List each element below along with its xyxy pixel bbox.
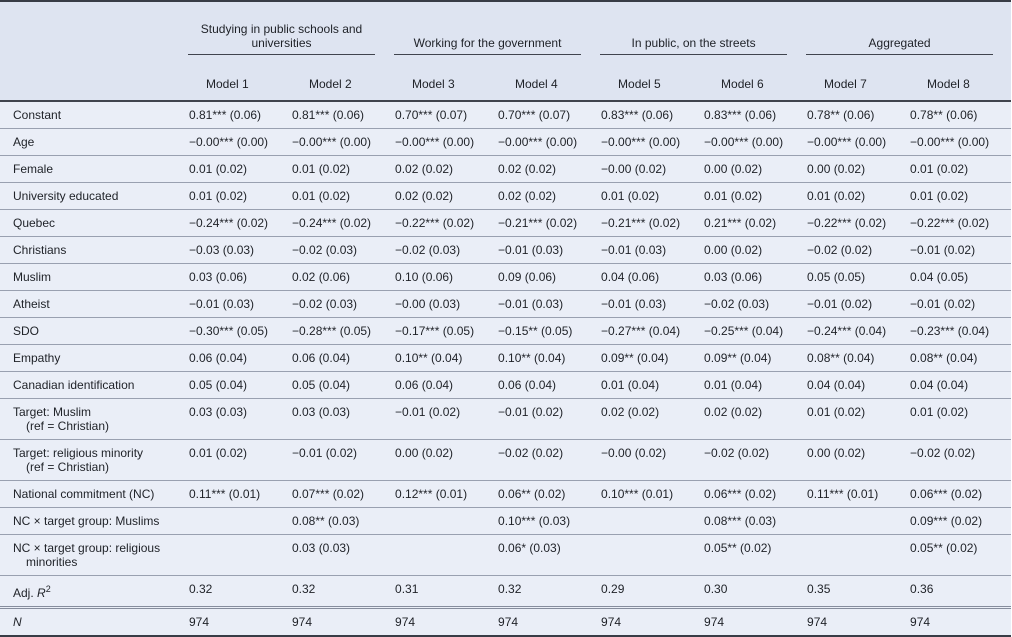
cell-value: 0.01 (0.02) bbox=[290, 156, 393, 183]
cell-value: 0.05 (0.04) bbox=[187, 372, 290, 399]
row-label bbox=[0, 237, 187, 264]
table-row bbox=[0, 535, 1011, 576]
cell-value: −0.27*** (0.04) bbox=[599, 318, 702, 345]
row-label bbox=[0, 318, 187, 345]
table-row bbox=[0, 440, 1011, 481]
row-label bbox=[0, 372, 187, 399]
cell-value: 0.02 (0.06) bbox=[290, 264, 393, 291]
cell-value: 0.09** (0.04) bbox=[702, 345, 805, 372]
table-row bbox=[0, 237, 1011, 264]
cell-value: 0.78** (0.06) bbox=[908, 101, 1011, 129]
cell-value: −0.01 (0.02) bbox=[805, 291, 908, 318]
cell-value: −0.28*** (0.05) bbox=[290, 318, 393, 345]
row-label bbox=[0, 101, 187, 129]
cell-value: 0.10** (0.04) bbox=[393, 345, 496, 372]
cell-value: 0.06 (0.04) bbox=[290, 345, 393, 372]
cell-value: −0.02 (0.03) bbox=[393, 237, 496, 264]
cell-value: 0.12*** (0.01) bbox=[393, 481, 496, 508]
table-header bbox=[0, 1, 1011, 101]
table-row bbox=[0, 101, 1011, 129]
model-header: Model 3 bbox=[393, 55, 496, 101]
cell-value: −0.00 (0.02) bbox=[599, 440, 702, 481]
cell-value: 0.30 bbox=[702, 576, 805, 608]
table-row bbox=[0, 399, 1011, 440]
row-label-text: Age bbox=[13, 135, 35, 149]
cell-value: 0.83*** (0.06) bbox=[599, 101, 702, 129]
cell-value: 0.36 bbox=[908, 576, 1011, 608]
table-row bbox=[0, 481, 1011, 508]
cell-value: −0.23*** (0.04) bbox=[908, 318, 1011, 345]
cell-value: −0.02 (0.03) bbox=[290, 291, 393, 318]
cell-value: −0.24*** (0.02) bbox=[187, 210, 290, 237]
cell-value: −0.00*** (0.00) bbox=[805, 129, 908, 156]
row-label-italic: R bbox=[37, 586, 46, 600]
cell-value bbox=[599, 508, 702, 535]
cell-value: 0.29 bbox=[599, 576, 702, 608]
cell-value: 0.32 bbox=[290, 576, 393, 608]
cell-value: 0.08** (0.03) bbox=[290, 508, 393, 535]
cell-value: 974 bbox=[601, 615, 622, 629]
cell-value: 0.04 (0.05) bbox=[908, 264, 1011, 291]
cell-value: −0.15** (0.05) bbox=[496, 318, 599, 345]
cell-value bbox=[805, 508, 908, 535]
table-row bbox=[0, 183, 1011, 210]
group-header-label: Studying in public schools and universities bbox=[188, 22, 375, 55]
cell-value: 0.01 (0.02) bbox=[908, 156, 1011, 183]
cell-value: 974 bbox=[704, 615, 725, 629]
cell-value: −0.30*** (0.05) bbox=[187, 318, 290, 345]
cell-value: 0.03 (0.06) bbox=[187, 264, 290, 291]
cell-value: 0.01 (0.02) bbox=[702, 183, 805, 210]
row-label bbox=[0, 156, 187, 183]
row-label bbox=[0, 264, 187, 291]
cell-value: −0.22*** (0.02) bbox=[908, 210, 1011, 237]
cell-value: −0.21*** (0.02) bbox=[599, 210, 702, 237]
cell-value: −0.01 (0.03) bbox=[496, 291, 599, 318]
table-row bbox=[0, 345, 1011, 372]
cell-value: 0.03 (0.03) bbox=[290, 399, 393, 440]
cell-value bbox=[393, 508, 496, 535]
cell-value: 0.02 (0.02) bbox=[496, 183, 599, 210]
cell-value: −0.01 (0.02) bbox=[393, 399, 496, 440]
cell-value: 0.81*** (0.06) bbox=[290, 101, 393, 129]
cell-value: 0.05** (0.02) bbox=[702, 535, 805, 576]
cell-value: 0.06 (0.04) bbox=[496, 372, 599, 399]
row-label bbox=[0, 576, 187, 608]
cell-value: 0.06 (0.04) bbox=[187, 345, 290, 372]
cell-value: 0.09** (0.04) bbox=[599, 345, 702, 372]
row-label-text: Quebec bbox=[13, 216, 56, 230]
cell-value: −0.01 (0.02) bbox=[908, 291, 1011, 318]
cell-value: 0.70*** (0.07) bbox=[393, 101, 496, 129]
cell-value: 0.05 (0.04) bbox=[290, 372, 393, 399]
row-label bbox=[0, 129, 187, 156]
group-header-label: Aggregated bbox=[806, 36, 993, 55]
cell-value: 0.32 bbox=[496, 576, 599, 608]
cell-value: −0.00 (0.03) bbox=[393, 291, 496, 318]
cell-value: 974 bbox=[189, 615, 210, 629]
cell-value bbox=[599, 535, 702, 576]
row-label-text: Muslim bbox=[13, 270, 51, 284]
table-row bbox=[0, 608, 1011, 637]
cell-value: −0.02 (0.03) bbox=[702, 291, 805, 318]
cell-value: −0.00*** (0.00) bbox=[187, 129, 290, 156]
cell-value: −0.22*** (0.02) bbox=[393, 210, 496, 237]
corner-cell bbox=[0, 1, 187, 55]
cell-value: 0.01 (0.04) bbox=[702, 372, 805, 399]
cell-value: 0.03 (0.06) bbox=[702, 264, 805, 291]
cell-value: −0.00*** (0.00) bbox=[702, 129, 805, 156]
cell-value: −0.24*** (0.02) bbox=[290, 210, 393, 237]
row-label-text: SDO bbox=[13, 324, 40, 338]
table-row bbox=[0, 264, 1011, 291]
row-label-subtext: minorities bbox=[26, 555, 78, 569]
cell-value: 0.00 (0.02) bbox=[702, 237, 805, 264]
cell-value: 974 bbox=[910, 615, 931, 629]
cell-value: −0.01 (0.03) bbox=[599, 237, 702, 264]
cell-value: 0.01 (0.02) bbox=[805, 183, 908, 210]
cell-value: 0.01 (0.02) bbox=[908, 399, 1011, 440]
cell-value: 0.10*** (0.03) bbox=[496, 508, 599, 535]
cell-value: 0.01 (0.02) bbox=[908, 183, 1011, 210]
cell-value: −0.03 (0.03) bbox=[187, 237, 290, 264]
cell-value: 0.08*** (0.03) bbox=[702, 508, 805, 535]
row-label-superscript: 2 bbox=[45, 584, 51, 594]
model-header: Model 8 bbox=[908, 55, 1011, 101]
row-label-subtext: (ref = Christian) bbox=[26, 460, 110, 474]
cell-value: 0.06*** (0.02) bbox=[908, 481, 1011, 508]
group-header-label: In public, on the streets bbox=[600, 36, 787, 55]
row-label-text: University educated bbox=[13, 189, 119, 203]
cell-value: −0.02 (0.02) bbox=[908, 440, 1011, 481]
cell-value: 0.32 bbox=[187, 576, 290, 608]
cell-value: 0.10*** (0.01) bbox=[599, 481, 702, 508]
cell-value: −0.00*** (0.00) bbox=[908, 129, 1011, 156]
cell-value: −0.00*** (0.00) bbox=[290, 129, 393, 156]
row-label-text: NC × target group: religious bbox=[13, 541, 161, 555]
group-header bbox=[187, 1, 393, 55]
table-row bbox=[0, 318, 1011, 345]
cell-value: 0.02 (0.02) bbox=[599, 399, 702, 440]
cell-value: −0.24*** (0.04) bbox=[805, 318, 908, 345]
row-label bbox=[0, 608, 187, 637]
cell-value: −0.01 (0.02) bbox=[496, 399, 599, 440]
row-label bbox=[0, 291, 187, 318]
cell-value: 0.35 bbox=[805, 576, 908, 608]
table-row bbox=[0, 291, 1011, 318]
table-row bbox=[0, 129, 1011, 156]
cell-value: −0.02 (0.02) bbox=[496, 440, 599, 481]
cell-value: 0.00 (0.02) bbox=[702, 156, 805, 183]
cell-value: 0.02 (0.02) bbox=[393, 183, 496, 210]
cell-value: −0.00*** (0.00) bbox=[393, 129, 496, 156]
cell-value: 974 bbox=[498, 615, 519, 629]
cell-value: 0.08** (0.04) bbox=[805, 345, 908, 372]
group-header bbox=[393, 1, 599, 55]
cell-value: 0.05** (0.02) bbox=[908, 535, 1011, 576]
row-label-text: Constant bbox=[13, 108, 62, 122]
model-header: Model 1 bbox=[187, 55, 290, 101]
cell-value: 0.06* (0.03) bbox=[496, 535, 599, 576]
cell-value: −0.25*** (0.04) bbox=[702, 318, 805, 345]
row-label bbox=[0, 481, 187, 508]
row-label-text: Christians bbox=[13, 243, 67, 257]
row-label-text: Canadian identification bbox=[13, 378, 135, 392]
cell-value: 0.11*** (0.01) bbox=[805, 481, 908, 508]
row-label bbox=[0, 535, 187, 576]
cell-value: −0.01 (0.03) bbox=[496, 237, 599, 264]
model-header: Model 2 bbox=[290, 55, 393, 101]
cell-value: 0.04 (0.06) bbox=[599, 264, 702, 291]
cell-value: 0.21*** (0.02) bbox=[702, 210, 805, 237]
cell-value: 0.01 (0.02) bbox=[805, 399, 908, 440]
row-label bbox=[0, 345, 187, 372]
group-header bbox=[805, 1, 1011, 55]
row-label bbox=[0, 399, 187, 440]
cell-value: 0.31 bbox=[393, 576, 496, 608]
cell-value: −0.22*** (0.02) bbox=[805, 210, 908, 237]
table-row bbox=[0, 156, 1011, 183]
cell-value: 0.01 (0.02) bbox=[187, 183, 290, 210]
cell-value: 0.06 (0.04) bbox=[393, 372, 496, 399]
cell-value: −0.00*** (0.00) bbox=[496, 129, 599, 156]
cell-value: 0.03 (0.03) bbox=[187, 399, 290, 440]
cell-value: 0.02 (0.02) bbox=[393, 156, 496, 183]
cell-value: 0.02 (0.02) bbox=[702, 399, 805, 440]
table-row bbox=[0, 210, 1011, 237]
corner-cell bbox=[0, 55, 187, 101]
cell-value: 974 bbox=[395, 615, 416, 629]
cell-value: 0.06** (0.02) bbox=[496, 481, 599, 508]
cell-value: −0.02 (0.02) bbox=[805, 237, 908, 264]
cell-value bbox=[187, 508, 290, 535]
cell-value: 0.00 (0.02) bbox=[393, 440, 496, 481]
cell-value: 0.00 (0.02) bbox=[805, 440, 908, 481]
row-label-text: Empathy bbox=[13, 351, 61, 365]
cell-value: 0.05 (0.05) bbox=[805, 264, 908, 291]
row-label bbox=[0, 183, 187, 210]
row-label-text: Target: Muslim bbox=[13, 405, 92, 419]
cell-value: 0.02 (0.02) bbox=[496, 156, 599, 183]
cell-value: 0.10 (0.06) bbox=[393, 264, 496, 291]
model-header: Model 6 bbox=[702, 55, 805, 101]
cell-value: −0.01 (0.03) bbox=[187, 291, 290, 318]
cell-value: −0.00*** (0.00) bbox=[599, 129, 702, 156]
cell-value: −0.01 (0.02) bbox=[908, 237, 1011, 264]
cell-value: 0.83*** (0.06) bbox=[702, 101, 805, 129]
table-row bbox=[0, 576, 1011, 608]
cell-value: −0.00 (0.02) bbox=[599, 156, 702, 183]
row-label-text: NC × target group: Muslims bbox=[13, 514, 160, 528]
cell-value: 0.01 (0.02) bbox=[290, 183, 393, 210]
model-header: Model 7 bbox=[805, 55, 908, 101]
cell-value: 0.09*** (0.02) bbox=[908, 508, 1011, 535]
cell-value: −0.02 (0.02) bbox=[702, 440, 805, 481]
cell-value: 0.70*** (0.07) bbox=[496, 101, 599, 129]
model-header: Model 5 bbox=[599, 55, 702, 101]
row-label-italic: N bbox=[13, 615, 22, 629]
row-label-text: Target: religious minority bbox=[13, 446, 144, 460]
row-label bbox=[0, 210, 187, 237]
cell-value: 0.04 (0.04) bbox=[805, 372, 908, 399]
cell-value: 0.07*** (0.02) bbox=[290, 481, 393, 508]
cell-value: 0.10** (0.04) bbox=[496, 345, 599, 372]
cell-value: 0.01 (0.04) bbox=[599, 372, 702, 399]
cell-value: −0.02 (0.03) bbox=[290, 237, 393, 264]
header-model-row bbox=[0, 55, 1011, 101]
cell-value: 0.03 (0.03) bbox=[290, 535, 393, 576]
cell-value: 0.04 (0.04) bbox=[908, 372, 1011, 399]
row-label-text: Female bbox=[13, 162, 54, 176]
cell-value: 0.01 (0.02) bbox=[187, 156, 290, 183]
row-label-text: Atheist bbox=[13, 297, 50, 311]
cell-value: −0.17*** (0.05) bbox=[393, 318, 496, 345]
group-header bbox=[599, 1, 805, 55]
cell-value: 0.00 (0.02) bbox=[805, 156, 908, 183]
cell-value: 0.78** (0.06) bbox=[805, 101, 908, 129]
table-body bbox=[0, 101, 1011, 636]
cell-value: 0.01 (0.02) bbox=[599, 183, 702, 210]
model-header: Model 4 bbox=[496, 55, 599, 101]
header-group-row bbox=[0, 1, 1011, 55]
row-label-text: National commitment (NC) bbox=[13, 487, 155, 501]
group-header-label: Working for the government bbox=[394, 36, 581, 55]
cell-value bbox=[393, 535, 496, 576]
cell-value: −0.01 (0.02) bbox=[290, 440, 393, 481]
cell-value: 0.81*** (0.06) bbox=[187, 101, 290, 129]
cell-value: 0.09 (0.06) bbox=[496, 264, 599, 291]
row-label-subtext: (ref = Christian) bbox=[26, 419, 110, 433]
cell-value: 0.06*** (0.02) bbox=[702, 481, 805, 508]
cell-value bbox=[805, 535, 908, 576]
table-row bbox=[0, 372, 1011, 399]
cell-value: 0.01 (0.02) bbox=[187, 440, 290, 481]
cell-value: 0.08** (0.04) bbox=[908, 345, 1011, 372]
cell-value: 974 bbox=[807, 615, 828, 629]
cell-value: −0.01 (0.03) bbox=[599, 291, 702, 318]
cell-value: −0.21*** (0.02) bbox=[496, 210, 599, 237]
table-row bbox=[0, 508, 1011, 535]
cell-value: 0.11*** (0.01) bbox=[187, 481, 290, 508]
cell-value: 974 bbox=[292, 615, 313, 629]
cell-value bbox=[187, 535, 290, 576]
row-label-text: Adj. bbox=[13, 586, 38, 600]
row-label bbox=[0, 440, 187, 481]
row-label bbox=[0, 508, 187, 535]
